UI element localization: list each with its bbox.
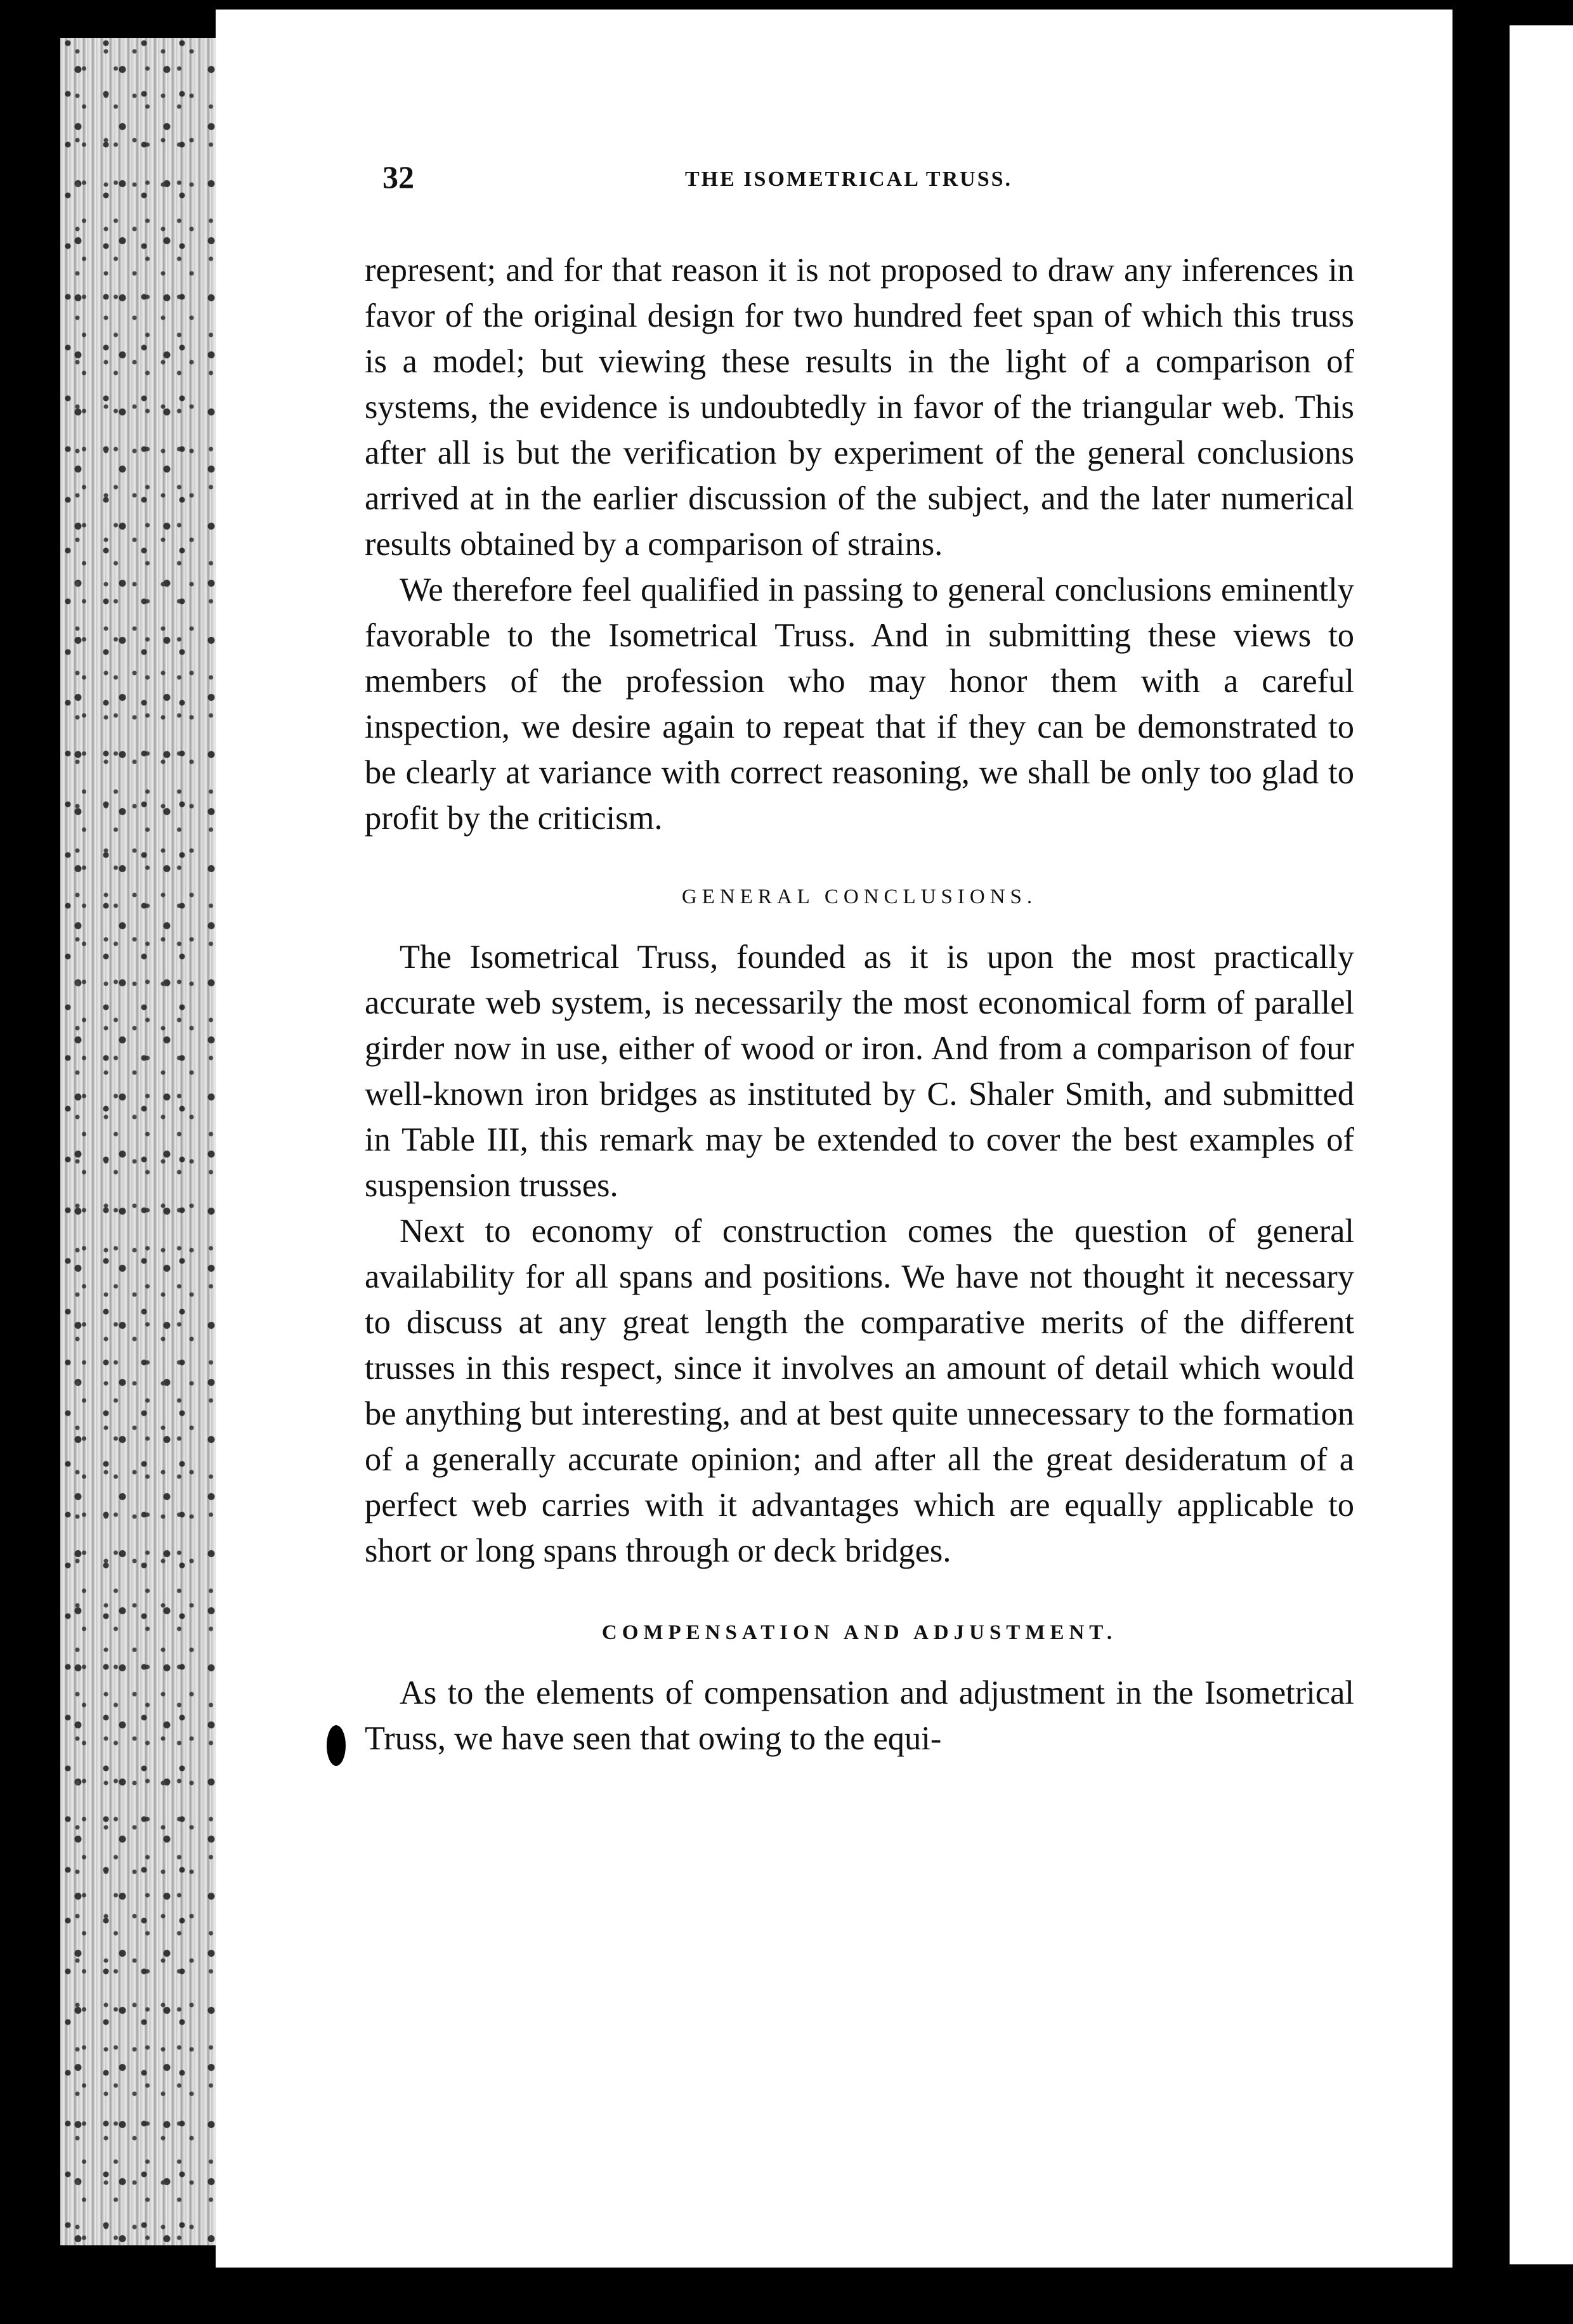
page-edge-shadow — [60, 38, 225, 2245]
foxing-speckles — [60, 38, 225, 2245]
paragraph-1: represent; and for that reason it is not proposed to draw any inferences in favor of the original design for two hundred feet span of which this truss is a model; but viewing these results in the light of a comparison of systems, the evidence is undoubtedly in favor of the triangular web. This after all is but the verification by experiment of the general conclusions arrived at in the earlier discussion of the subject, and the later numerical results obtained by a comparison of strains. — [365, 252, 1354, 563]
paragraph-2: We therefore feel qualified in passing to general conclusions eminently favorable to the Isometrical Truss. And in submitting these views to members of the profession who may honor them with a careful inspection, we desire again to repeat that if they can be demonstrated to be clearly at variance with correct reasoning, we shall be only too glad to profit by the criticism. — [365, 571, 1354, 837]
running-title: THE ISOMETRICAL TRUSS. — [685, 167, 1013, 191]
paragraph-3: The Isometrical Truss, founded as it is upon the most practically accurate web system, is necessarily the most economical form of parallel girder now in use, either of wood or iron. And from a comparison of four well-known iron bridges as instituted by C. Shaler Smith, and submitted in Table III, this remark may be extended to cover the best examples of suspension trusses. — [365, 939, 1354, 1204]
paragraph-5: As to the elements of compensation and adjustment in the Isometrical Truss, we have seen that owing to the equi- — [365, 1674, 1354, 1757]
heading-compensation-adjustment: COMPENSATION AND ADJUSTMENT. — [601, 1621, 1118, 1644]
page-number: 32 — [382, 159, 414, 195]
running-head — [365, 159, 1354, 209]
facing-page-edge — [1510, 25, 1573, 2264]
ink-blot — [327, 1725, 346, 1766]
paragraph-4: Next to economy of construction comes the question of general availability for all spans and positions. We have not thought it necessary to discuss at any great length the comparative merits of the different trusses in this respect, since it involves an amount of detail which would be anything but interesting, and at best quite unnecessary to the formation of a generally accurate opinion; and after all the great desideratum of a perfect web carries with it advantages which are equally applicable to short or long spans through or deck bridges. — [365, 1213, 1354, 1569]
page-content — [365, 159, 1354, 1761]
heading-general-conclusions: GENERAL CONCLUSIONS. — [681, 885, 1038, 908]
